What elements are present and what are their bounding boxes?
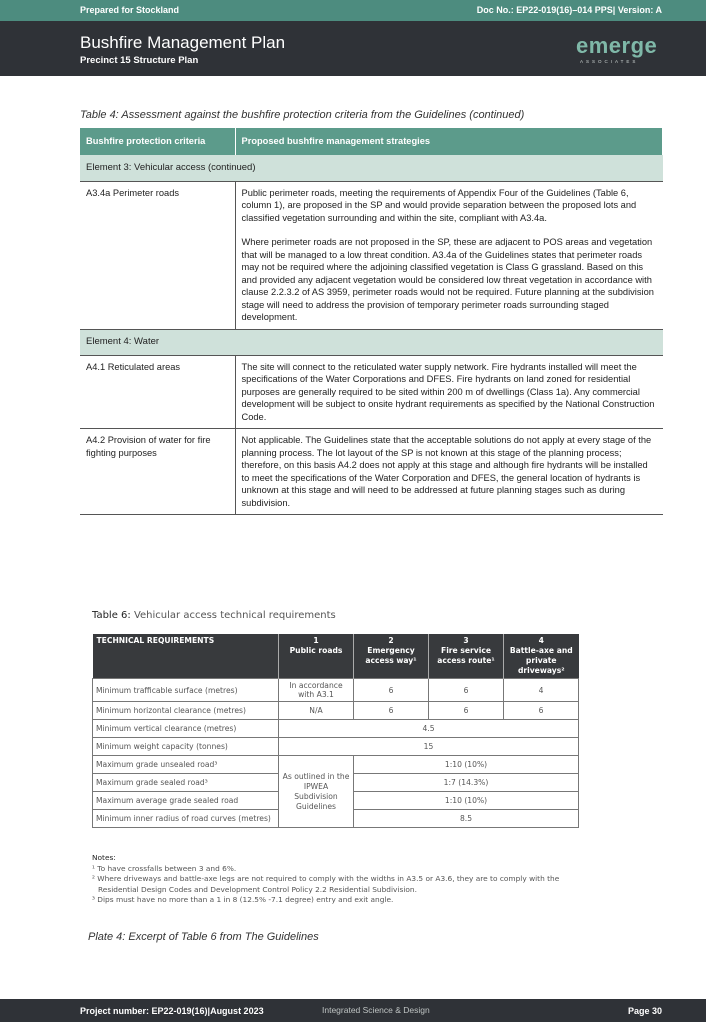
section-heading: Element 4: Water bbox=[80, 329, 663, 355]
requirement-label: Maximum grade unsealed road³ bbox=[93, 756, 279, 774]
section-row bbox=[80, 329, 663, 355]
column-header-criteria: Bushfire protection criteria bbox=[80, 128, 235, 155]
table-row bbox=[93, 720, 579, 738]
column-header-driveways: 4 Battle-axe and private driveways² bbox=[504, 634, 579, 679]
column-header-fire-service-route: 3 Fire service access route¹ bbox=[429, 634, 504, 679]
requirement-label: Maximum grade sealed road³ bbox=[93, 774, 279, 792]
strategy-cell bbox=[235, 355, 663, 429]
table-header-row bbox=[93, 634, 579, 679]
requirement-label: Minimum inner radius of road curves (metres) bbox=[93, 810, 279, 828]
table-cell: 1:10 (10%) bbox=[354, 792, 579, 810]
project-number: Project number: EP22-019(16)|August 2023 bbox=[80, 1006, 264, 1016]
table-row bbox=[80, 355, 663, 429]
table-cell: 6 bbox=[429, 702, 504, 720]
prepared-for: Prepared for Stockland bbox=[80, 5, 180, 15]
note-item: ² Where driveways and battle-axe legs are not required to comply with the widths in A3.5 or A3.6, they are to comply with the Residential Design Codes and Development Control Policy 2.2 Residential Subdivision. bbox=[92, 874, 560, 894]
top-bar bbox=[0, 0, 706, 21]
page-number: Page 30 bbox=[627, 1006, 662, 1016]
table-cell: 6 bbox=[354, 679, 429, 702]
table-cell: 15 bbox=[279, 738, 579, 756]
criteria-cell: A4.1 Reticulated areas bbox=[80, 355, 235, 429]
plate-title: Table 6: Vehicular access technical requirements bbox=[92, 610, 336, 621]
table-notes bbox=[92, 853, 592, 906]
table-cell: In accordance with A3.1 bbox=[279, 679, 354, 702]
note-item: ³ Dips must have no more than a 1 in 8 (12.5% -7.1 degree) entry and exit angle. bbox=[92, 895, 394, 904]
requirement-label: Minimum horizontal clearance (metres) bbox=[93, 702, 279, 720]
document-subtitle: Precinct 15 Structure Plan bbox=[80, 55, 199, 66]
plate-caption: Plate 4: Excerpt of Table 6 from The Guidelines bbox=[88, 931, 319, 943]
table-cell: 1:7 (14.3%) bbox=[354, 774, 579, 792]
logo-text-e: e bbox=[644, 33, 658, 58]
column-header-public-roads: 1 Public roads bbox=[279, 634, 354, 679]
table-cell: N/A bbox=[279, 702, 354, 720]
document-title: Bushfire Management Plan bbox=[80, 33, 286, 52]
technical-requirements-table bbox=[92, 634, 579, 828]
assessment-table bbox=[80, 128, 663, 515]
strategy-paragraph: Public perimeter roads, meeting the requirements of Appendix Four of the Guidelines (Table 6, column 1), are proposed in the SP and would provide separation between the proposed lots and classified vegetation surrounding and within the site, compliant with A3.4a. bbox=[241, 187, 637, 223]
strategy-cell bbox=[235, 429, 663, 515]
table-cell: 6 bbox=[429, 679, 504, 702]
table-cell: 1:10 (10%) bbox=[354, 756, 579, 774]
plate-table-6 bbox=[92, 610, 592, 920]
page-footer bbox=[0, 999, 706, 1022]
table-row bbox=[93, 679, 579, 702]
column-header-strategies: Proposed bushfire management strategies bbox=[235, 128, 663, 155]
table-row bbox=[93, 702, 579, 720]
column-header-requirements: TECHNICAL REQUIREMENTS bbox=[93, 634, 279, 679]
requirement-label: Minimum vertical clearance (metres) bbox=[93, 720, 279, 738]
table-caption: Table 4: Assessment against the bushfire protection criteria from the Guidelines (continued) bbox=[80, 109, 525, 121]
strategy-paragraph: Not applicable. The Guidelines state that the acceptable solutions do not apply at every stage of the planning process. The lot layout of the SP is not known at this stage of the planning process; therefore, on this basis A4.2 does not apply at this stage and although fire hydrants will be installed to meet the specifications of the Water Corporation and DFES, the general location of hydrants is unknown at this stage and will need to be addressed at future planning stages such as during subdivision. bbox=[241, 435, 652, 508]
section-heading: Element 3: Vehicular access (continued) bbox=[80, 155, 663, 181]
table-cell: 6 bbox=[354, 702, 429, 720]
footer-tagline: Integrated Science & Design bbox=[322, 1005, 430, 1015]
strategy-cell bbox=[235, 181, 663, 329]
criteria-cell: A4.2 Provision of water for fire fighting purposes bbox=[80, 429, 235, 515]
doc-number: Doc No.: EP22-019(16)–014 PPS| Version: A bbox=[476, 5, 662, 15]
table-cell: 6 bbox=[504, 702, 579, 720]
emerge-logo bbox=[576, 33, 666, 69]
logo-subtext: ASSOCIATES bbox=[580, 59, 639, 64]
strategy-paragraph: Where perimeter roads are not proposed in the SP, these are adjacent to POS areas and vegetation that will be managed to a low threat condition. A3.4a of the Guidelines states that perimeter roads may not be required where the adjoining classified vegetation is Class G grassland. Based on this and provided any adjacent vegetation would be considered low threat vegetation in accordance with clause 2.2.3.2 of AS 3959, perimeter roads would not be required. Future planning at the subdivision stage will need to address the provision of temporary perimeter roads surrounding staged development. bbox=[241, 237, 654, 322]
document-header bbox=[0, 21, 706, 76]
logo-text: emerg bbox=[576, 33, 645, 58]
table-row bbox=[93, 738, 579, 756]
table-row bbox=[80, 181, 663, 329]
table-cell: 4.5 bbox=[279, 720, 579, 738]
criteria-cell: A3.4a Perimeter roads bbox=[80, 181, 235, 329]
strategy-paragraph: The site will connect to the reticulated water supply network. Fire hydrants installed will meet the specifications of the Water Corporations and DFES. Fire hydrants on land zoned for residential purposes are generally required to be sited within 200 m of dwellings (Class 1a). Any commercial development will be subject to onsite hydrant requirements as specified by the National Construction Code. bbox=[241, 361, 655, 422]
table-cell: 4 bbox=[504, 679, 579, 702]
requirement-label: Minimum weight capacity (tonnes) bbox=[93, 738, 279, 756]
section-row bbox=[80, 155, 663, 181]
table-header-row bbox=[80, 128, 663, 155]
requirement-label: Maximum average grade sealed road bbox=[93, 792, 279, 810]
notes-heading: Notes: bbox=[92, 853, 116, 862]
table-cell: 8.5 bbox=[354, 810, 579, 828]
note-item: ¹ To have crossfalls between 3 and 6%. bbox=[92, 863, 237, 873]
ipwea-cell: As outlined in the IPWEA Subdivision Guidelines bbox=[279, 756, 354, 828]
table-row bbox=[80, 429, 663, 515]
requirement-label: Minimum trafficable surface (metres) bbox=[93, 679, 279, 702]
column-header-emergency-access: 2 Emergency access way¹ bbox=[354, 634, 429, 679]
table-row bbox=[93, 756, 579, 774]
